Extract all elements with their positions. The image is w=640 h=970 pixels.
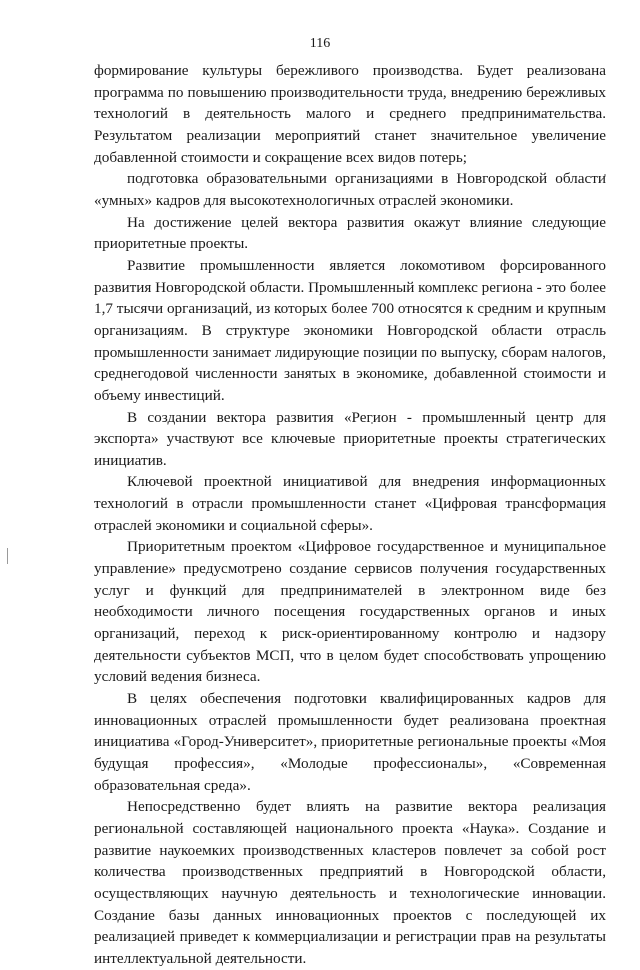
- paragraph: Ключевой проектной инициативой для внедрения информационных технологий в отрасли промышленности станет «Цифровая трансформация отраслей экономики и социальной сферы».: [94, 473, 606, 534]
- paragraph: Развитие промышленности является локомотивом форсированного развития Новгородской области. Промышленный комплекс региона - это более 1,7 тысячи организаций, из которых более 700 относятся к средним и крупным организациям. В структуре экономики Новгородской области отрасль промышленности занимает лидирующие позиции по выпуску, сборам налогов, среднегодовой численности занятых в экономике, добавленной стоимости и объему инвестиций.: [94, 256, 606, 404]
- paragraph: В создании вектора развития «Регион - промышленный центр для экспорта» участвуют все ключевые приоритетные проекты стратегических инициатив.: [94, 408, 606, 469]
- margin-scan-mark: [7, 548, 8, 564]
- paragraph: Приоритетным проектом «Цифровое государственное и муниципальное управление» предусмотрено создание сервисов получения государственных услуг и функций для предпринимателей в электронном виде без необходимости личного посещения государственных органов и иных организаций, переход к риск-ориентированному контролю и надзору деятельности субъектов МСП, что в целом будет способствовать упрощению условий ведения бизнеса.: [94, 538, 606, 686]
- paragraph: подготовка образовательными организациями в Новгородской области «умных» кадров для высокотехнологичных отраслей экономики.: [94, 170, 606, 209]
- paragraph: На достижение целей вектора развития окажут влияние следующие приоритетные проекты.: [94, 213, 606, 253]
- paragraph: В целях обеспечения подготовки квалифицированных кадров для инновационных отраслей промышленности будет реализована проектная инициатива «Город-Университет», приоритетные региональные проекты «Моя будущая профессия», «Молодые профессионалы», «Современная образовательная среда».: [94, 690, 606, 794]
- paragraph: формирование культуры бережливого производства. Будет реализована программа по повышению производительности труда, внедрению бережливых технологий в деятельность малого и среднего предпринимательства. Результатом реализации мероприятий станет значительное увеличение добавленной стоимости и сокращение всех видов потерь;: [94, 62, 606, 166]
- body-text: [94, 60, 606, 970]
- page-number: 116: [309, 36, 331, 51]
- paragraph: Непосредственно будет влиять на развитие вектора реализация региональной составляющей национального проекта «Наука». Создание и развитие наукоемких производственных кластеров повлечет за собой рост количества производственных предприятий в Новгородской области, осуществляющих научную деятельность и технологические инновации. Создание базы данных инновационных проектов с последующей их реализацией приведет к коммерциализации и регистрации прав на результаты интеллектуальной деятельности.: [94, 798, 606, 967]
